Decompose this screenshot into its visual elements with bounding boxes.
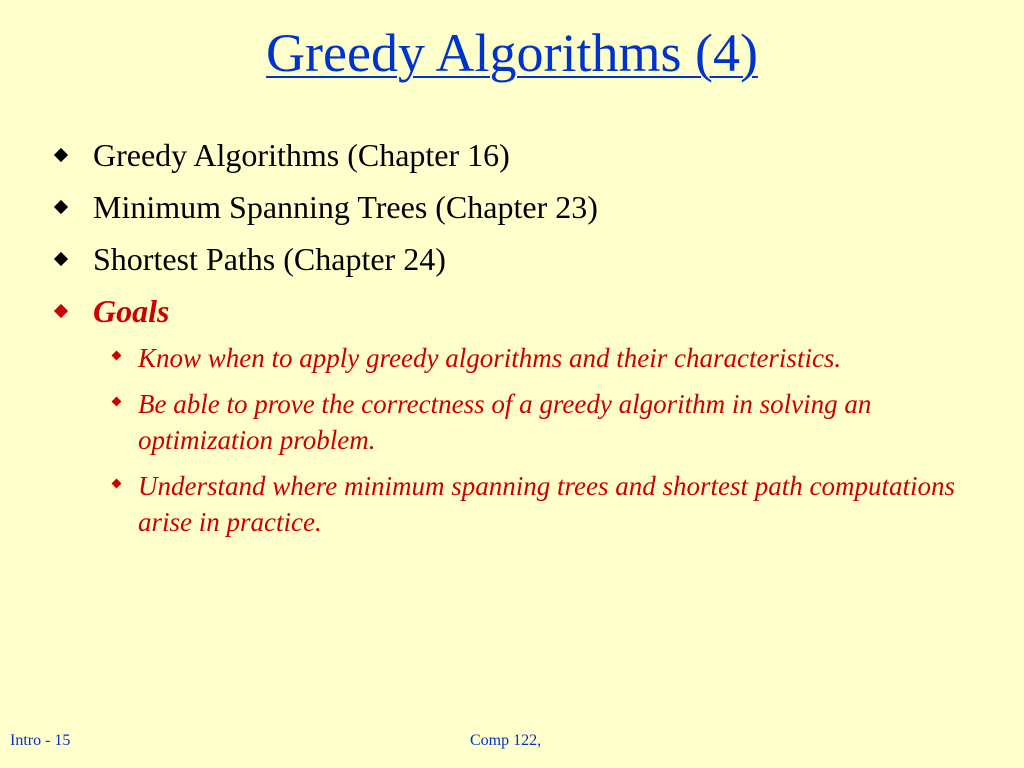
diamond-bullet-icon — [54, 200, 68, 214]
goal-text: Know when to apply greedy algorithms and their characteristics. — [138, 343, 842, 373]
bullet-text: Shortest Paths (Chapter 24) — [93, 241, 446, 277]
course-label: Comp 122, — [470, 732, 542, 749]
goals-heading — [56, 292, 996, 330]
diamond-bullet-icon — [54, 304, 68, 318]
diamond-bullet-icon — [112, 479, 122, 489]
goal-text: Understand where minimum spanning trees and shortest path computations arise in practice. — [138, 471, 955, 537]
goals-label: Goals — [93, 293, 170, 329]
diamond-bullet-icon — [54, 148, 68, 162]
slide-title-link[interactable]: Greedy Algorithms (4) — [266, 23, 758, 83]
goal-item — [101, 386, 996, 458]
diamond-bullet-icon — [54, 252, 68, 266]
bullet-item — [56, 188, 996, 226]
goal-item — [101, 468, 996, 540]
goal-item — [101, 340, 996, 376]
bullet-text: Greedy Algorithms (Chapter 16) — [93, 137, 510, 173]
goal-text: Be able to prove the correctness of a greedy algorithm in solving an optimization problem. — [138, 389, 872, 455]
diamond-bullet-icon — [112, 351, 122, 361]
slide-number: Intro - 15 — [10, 732, 71, 749]
diamond-bullet-icon — [112, 397, 122, 407]
bullet-item — [56, 136, 996, 174]
bullet-item — [56, 240, 996, 278]
bullet-text: Minimum Spanning Trees (Chapter 23) — [93, 189, 598, 225]
bullet-list — [56, 136, 996, 550]
